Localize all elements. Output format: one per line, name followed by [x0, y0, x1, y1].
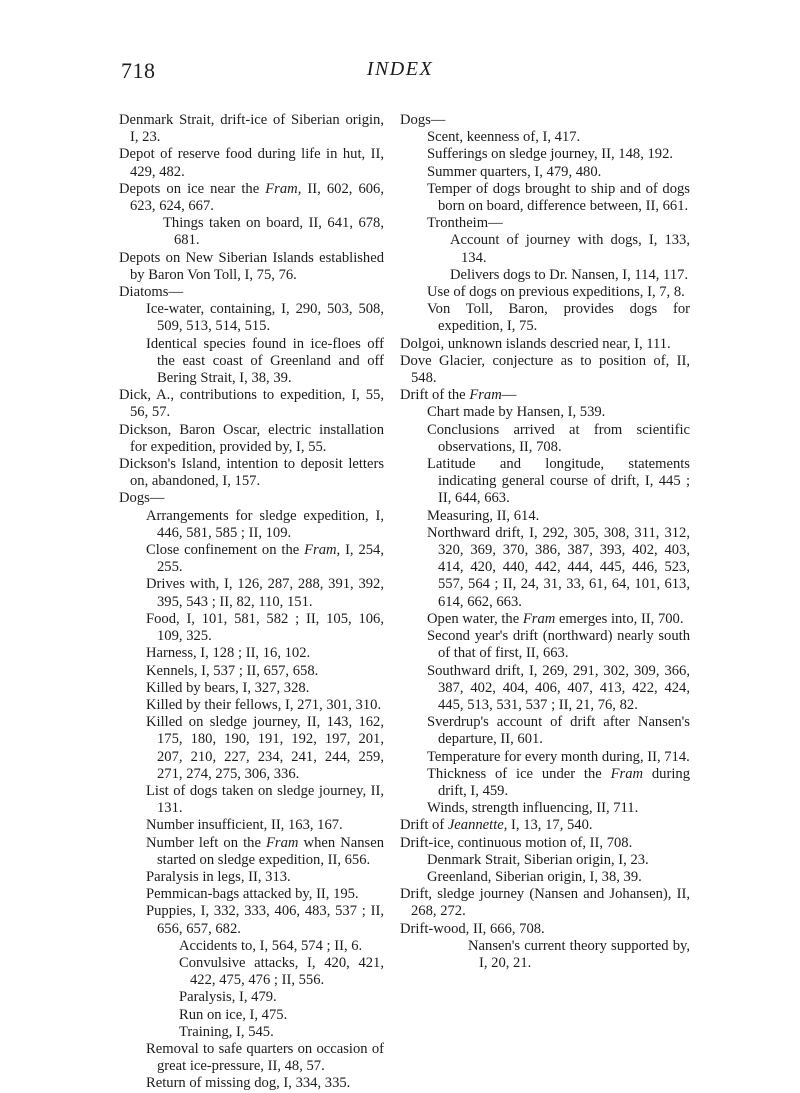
- entry-text: Dick, A., contributions to expedition, I, 55, 56, 57.: [119, 387, 384, 421]
- index-subentry: [400, 164, 690, 181]
- index-entry: [400, 835, 690, 852]
- index-subentry: [119, 886, 384, 903]
- entry-text: Temperature for every month during, II, 714.: [427, 748, 690, 765]
- index-subentry: [119, 1075, 384, 1092]
- index-entry: [400, 112, 690, 129]
- entry-text: when Nansen started on sledge expedition, II, 656.: [157, 834, 384, 868]
- entry-text: Greenland, Siberian origin, I, 38, 39.: [427, 868, 642, 885]
- entry-text: Diatoms—: [119, 284, 184, 301]
- index-subentry: [400, 749, 690, 766]
- entry-text: Dickson's Island, intention to deposit letters on, abandoned, I, 157.: [119, 456, 384, 490]
- entry-text: Depots on New Siberian Islands established by Baron Von Toll, I, 75, 76.: [119, 249, 384, 283]
- entry-text: Identical species found in ice-floes off the east coast of Greenland and off Bering Strait, I, 38, 39.: [146, 335, 384, 387]
- entry-text: Training, I, 545.: [179, 1023, 274, 1040]
- entry-text: Account of journey with dogs, I, 133, 134.: [450, 232, 690, 266]
- entry-text: Return of missing dog, I, 334, 335.: [146, 1075, 351, 1092]
- index-subentry: [119, 663, 384, 680]
- entry-text: Summer quarters, I, 479, 480.: [427, 163, 602, 180]
- index-subentry: [400, 181, 690, 215]
- index-subentry: [119, 697, 384, 714]
- entry-text: Temper of dogs brought to ship and of dogs born on board, difference between, II, 661.: [427, 180, 690, 215]
- entry-text: Sufferings on sledge journey, II, 148, 192.: [427, 146, 674, 163]
- index-subentry: [119, 835, 384, 869]
- entry-text: Kennels, I, 537 ; II, 657, 658.: [146, 662, 319, 679]
- entry-text: Harness, I, 128 ; II, 16, 102.: [146, 645, 311, 662]
- entry-text: Use of dogs on previous expeditions, I, 7, 8.: [427, 284, 685, 301]
- index-entry: [119, 456, 384, 490]
- entry-text: Drift-ice, continuous motion of, II, 708.: [400, 834, 633, 851]
- index-subentry: [119, 938, 384, 955]
- entry-text: Dove Glacier, conjecture as to position of, II, 548.: [400, 352, 690, 387]
- entry-text: Convulsive attacks, I, 420, 421, 422, 475, 476 ; II, 556.: [179, 954, 384, 989]
- entry-text: Conclusions arrived at from scientific observations, II, 708.: [427, 421, 690, 455]
- index-subentry: [400, 800, 690, 817]
- index-subentry: [119, 1007, 384, 1024]
- index-subentry: [400, 766, 690, 800]
- entry-text: Second year's drift (northward) nearly south of that of first, II, 663.: [427, 628, 690, 662]
- entry-text: , II, 602, 606, 623, 624, 667.: [130, 180, 384, 215]
- index-subentry: [400, 938, 690, 972]
- index-subentry: [119, 714, 384, 783]
- entry-text: Trontheim—: [427, 215, 503, 232]
- entry-text: Killed by their fellows, I, 271, 301, 310.: [146, 696, 382, 713]
- entry-text: during drift, I, 459.: [438, 765, 690, 799]
- entry-text: Fram: [610, 765, 644, 782]
- entry-text: Paralysis in legs, II, 313.: [146, 868, 291, 885]
- index-entry: [119, 490, 384, 507]
- entry-text: Denmark Strait, drift-ice of Siberian origin, I, 23.: [119, 112, 384, 146]
- entry-text: Delivers dogs to Dr. Nansen, I, 114, 117.: [450, 266, 689, 283]
- index-subentry: [119, 955, 384, 989]
- entry-text: Depots on ice near the: [119, 180, 266, 197]
- entry-text: , I, 254, 255.: [157, 542, 384, 576]
- index-subentry: [119, 645, 384, 662]
- entry-text: Dolgoi, unknown islands descried near, I, 111.: [400, 335, 671, 352]
- index-subentry: [400, 129, 690, 146]
- entry-text: Killed by bears, I, 327, 328.: [146, 679, 310, 696]
- index-column-left: [119, 112, 384, 1093]
- index-subentry: [400, 456, 690, 508]
- entry-text: Pemmican-bags attacked by, II, 195.: [146, 886, 359, 903]
- entry-text: emerges into, II, 700.: [555, 610, 684, 627]
- entry-text: Denmark Strait, Siberian origin, I, 23.: [427, 851, 649, 868]
- entry-text: Number insufficient, II, 163, 167.: [146, 817, 343, 834]
- entry-text: Scent, keenness of, I, 417.: [427, 129, 581, 146]
- index-entry: [400, 817, 690, 834]
- page-number: 718: [121, 58, 156, 83]
- entry-text: Open water, the: [427, 610, 523, 627]
- entry-text: Nansen's current theory supported by, I, 20, 21.: [468, 937, 690, 971]
- entry-text: —: [501, 387, 517, 404]
- index-subentry: [400, 422, 690, 456]
- index-subentry: [119, 989, 384, 1006]
- index-entry: [119, 250, 384, 284]
- index-entry: [400, 886, 690, 920]
- index-entry: [119, 284, 384, 301]
- index-subentry: [400, 869, 690, 886]
- entry-text: Sverdrup's account of drift after Nansen's departure, II, 601.: [427, 714, 690, 748]
- index-subentry: [400, 663, 690, 715]
- index-subentry: [400, 404, 690, 421]
- index-entry: [119, 112, 384, 146]
- entry-text: Arrangements for sledge expedition, I, 446, 581, 585 ; II, 109.: [146, 507, 384, 541]
- entry-text: Run on ice, I, 475.: [179, 1006, 288, 1023]
- index-subentry: [119, 1041, 384, 1075]
- index-subentry: [400, 525, 690, 611]
- entry-text: Von Toll, Baron, provides dogs for expedition, I, 75.: [427, 301, 690, 335]
- entry-text: Paralysis, I, 479.: [179, 989, 277, 1006]
- entry-text: Depot of reserve food during life in hut, II, 429, 482.: [119, 146, 384, 180]
- entry-text: Food, I, 101, 581, 582 ; II, 105, 106, 109, 325.: [146, 610, 384, 645]
- entry-text: Drift, sledge journey (Nansen and Johansen), II, 268, 272.: [400, 886, 690, 920]
- index-subentry: [400, 267, 690, 284]
- entry-text: Removal to safe quarters on occasion of great ice-pressure, II, 48, 57.: [146, 1040, 384, 1075]
- index-entry: [400, 387, 690, 404]
- index-subentry: [119, 576, 384, 610]
- index-subentry: [119, 301, 384, 335]
- entry-text: Dickson, Baron Oscar, electric installation for expedition, provided by, I, 55.: [119, 421, 384, 455]
- index-subentry: [400, 284, 690, 301]
- entry-text: Southward drift, I, 269, 291, 302, 309, 366, 387, 402, 404, 406, 407, 413, 422, 424, 445, 513, 531, 537 ; II, 21, 76, 82.: [427, 662, 690, 713]
- entry-text: Drift of: [400, 817, 448, 834]
- entry-text: Fram: [522, 610, 556, 627]
- entry-text: Drives with, I, 126, 287, 288, 391, 392, 395, 543 ; II, 82, 110, 151.: [146, 576, 384, 610]
- entry-text: Measuring, II, 614.: [427, 507, 540, 524]
- index-subentry: [119, 542, 384, 576]
- index-entry: [119, 387, 384, 421]
- index-subentry: [400, 628, 690, 662]
- entry-text: List of dogs taken on sledge journey, II, 131.: [146, 782, 384, 817]
- index-subentry: [119, 1024, 384, 1041]
- entry-text: Northward drift, I, 292, 305, 308, 311, 312, 320, 369, 370, 386, 387, 393, 402, 403, 414, 420, 440, 442, 444, 445, 446, 523, 557, 564 ; II, 24, 31, 33, 61, 64, 101, 613, 614, 662, 663.: [427, 524, 690, 610]
- index-subentry: [119, 336, 384, 388]
- index-subentry: [400, 611, 690, 628]
- index-subentry: [119, 680, 384, 697]
- index-subentry: [400, 146, 690, 163]
- entry-text: Latitude and longitude, statements indicating general course of drift, I, 445 ; II, 644, 663.: [427, 456, 690, 507]
- entry-text: Drift of the: [400, 387, 470, 404]
- index-subentry: [119, 817, 384, 834]
- index-subentry: [119, 869, 384, 886]
- entry-text: Killed on sledge journey, II, 143, 162, 175, 180, 190, 191, 192, 197, 201, 207, 210, 227, 234, 241, 244, 259, 271, 274, 275, 306, 336.: [146, 714, 384, 782]
- index-entry: [400, 336, 690, 353]
- entry-text: Thickness of ice under the: [427, 765, 611, 782]
- index-subentry: [119, 783, 384, 817]
- entry-text: Accidents to, I, 564, 574 ; II, 6.: [179, 937, 363, 954]
- index-subentry: [400, 215, 690, 232]
- entry-text: Winds, strength influencing, II, 711.: [427, 800, 639, 817]
- entry-text: Chart made by Hansen, I, 539.: [427, 404, 606, 421]
- entry-text: Close confinement on the: [146, 542, 305, 559]
- entry-text: Puppies, I, 332, 333, 406, 483, 537 ; II, 656, 657, 682.: [146, 903, 384, 937]
- index-entry: [400, 921, 690, 938]
- index-subentry: [400, 508, 690, 525]
- entry-text: , I, 13, 17, 540.: [503, 817, 593, 834]
- entry-text: Fram: [265, 180, 298, 197]
- index-subentry: [400, 852, 690, 869]
- running-head: INDEX: [366, 58, 434, 80]
- index-subentry: [119, 903, 384, 937]
- index-entry: [119, 422, 384, 456]
- index-column-right: [400, 112, 690, 972]
- entry-text: Fram: [266, 834, 299, 851]
- index-entry: [119, 146, 384, 180]
- index-subentry: [119, 215, 384, 249]
- index-subentry: [119, 611, 384, 645]
- entry-text: Drift-wood, II, 666, 708.: [400, 920, 545, 937]
- index-entry: [119, 181, 384, 215]
- index-entry: [400, 353, 690, 387]
- entry-text: Fram: [304, 542, 337, 559]
- entry-text: Number left on the: [146, 834, 267, 851]
- entry-text: Fram: [469, 387, 502, 404]
- index-subentry: [400, 232, 690, 266]
- index-subentry: [400, 714, 690, 748]
- entry-text: Dogs—: [400, 112, 446, 128]
- entry-text: Dogs—: [119, 490, 165, 507]
- index-subentry: [119, 508, 384, 542]
- entry-text: Jeannette: [447, 817, 504, 834]
- entry-text: Ice-water, containing, I, 290, 503, 508, 509, 513, 514, 515.: [146, 301, 384, 335]
- index-subentry: [400, 301, 690, 335]
- entry-text: Things taken on board, II, 641, 678, 681.: [163, 215, 384, 249]
